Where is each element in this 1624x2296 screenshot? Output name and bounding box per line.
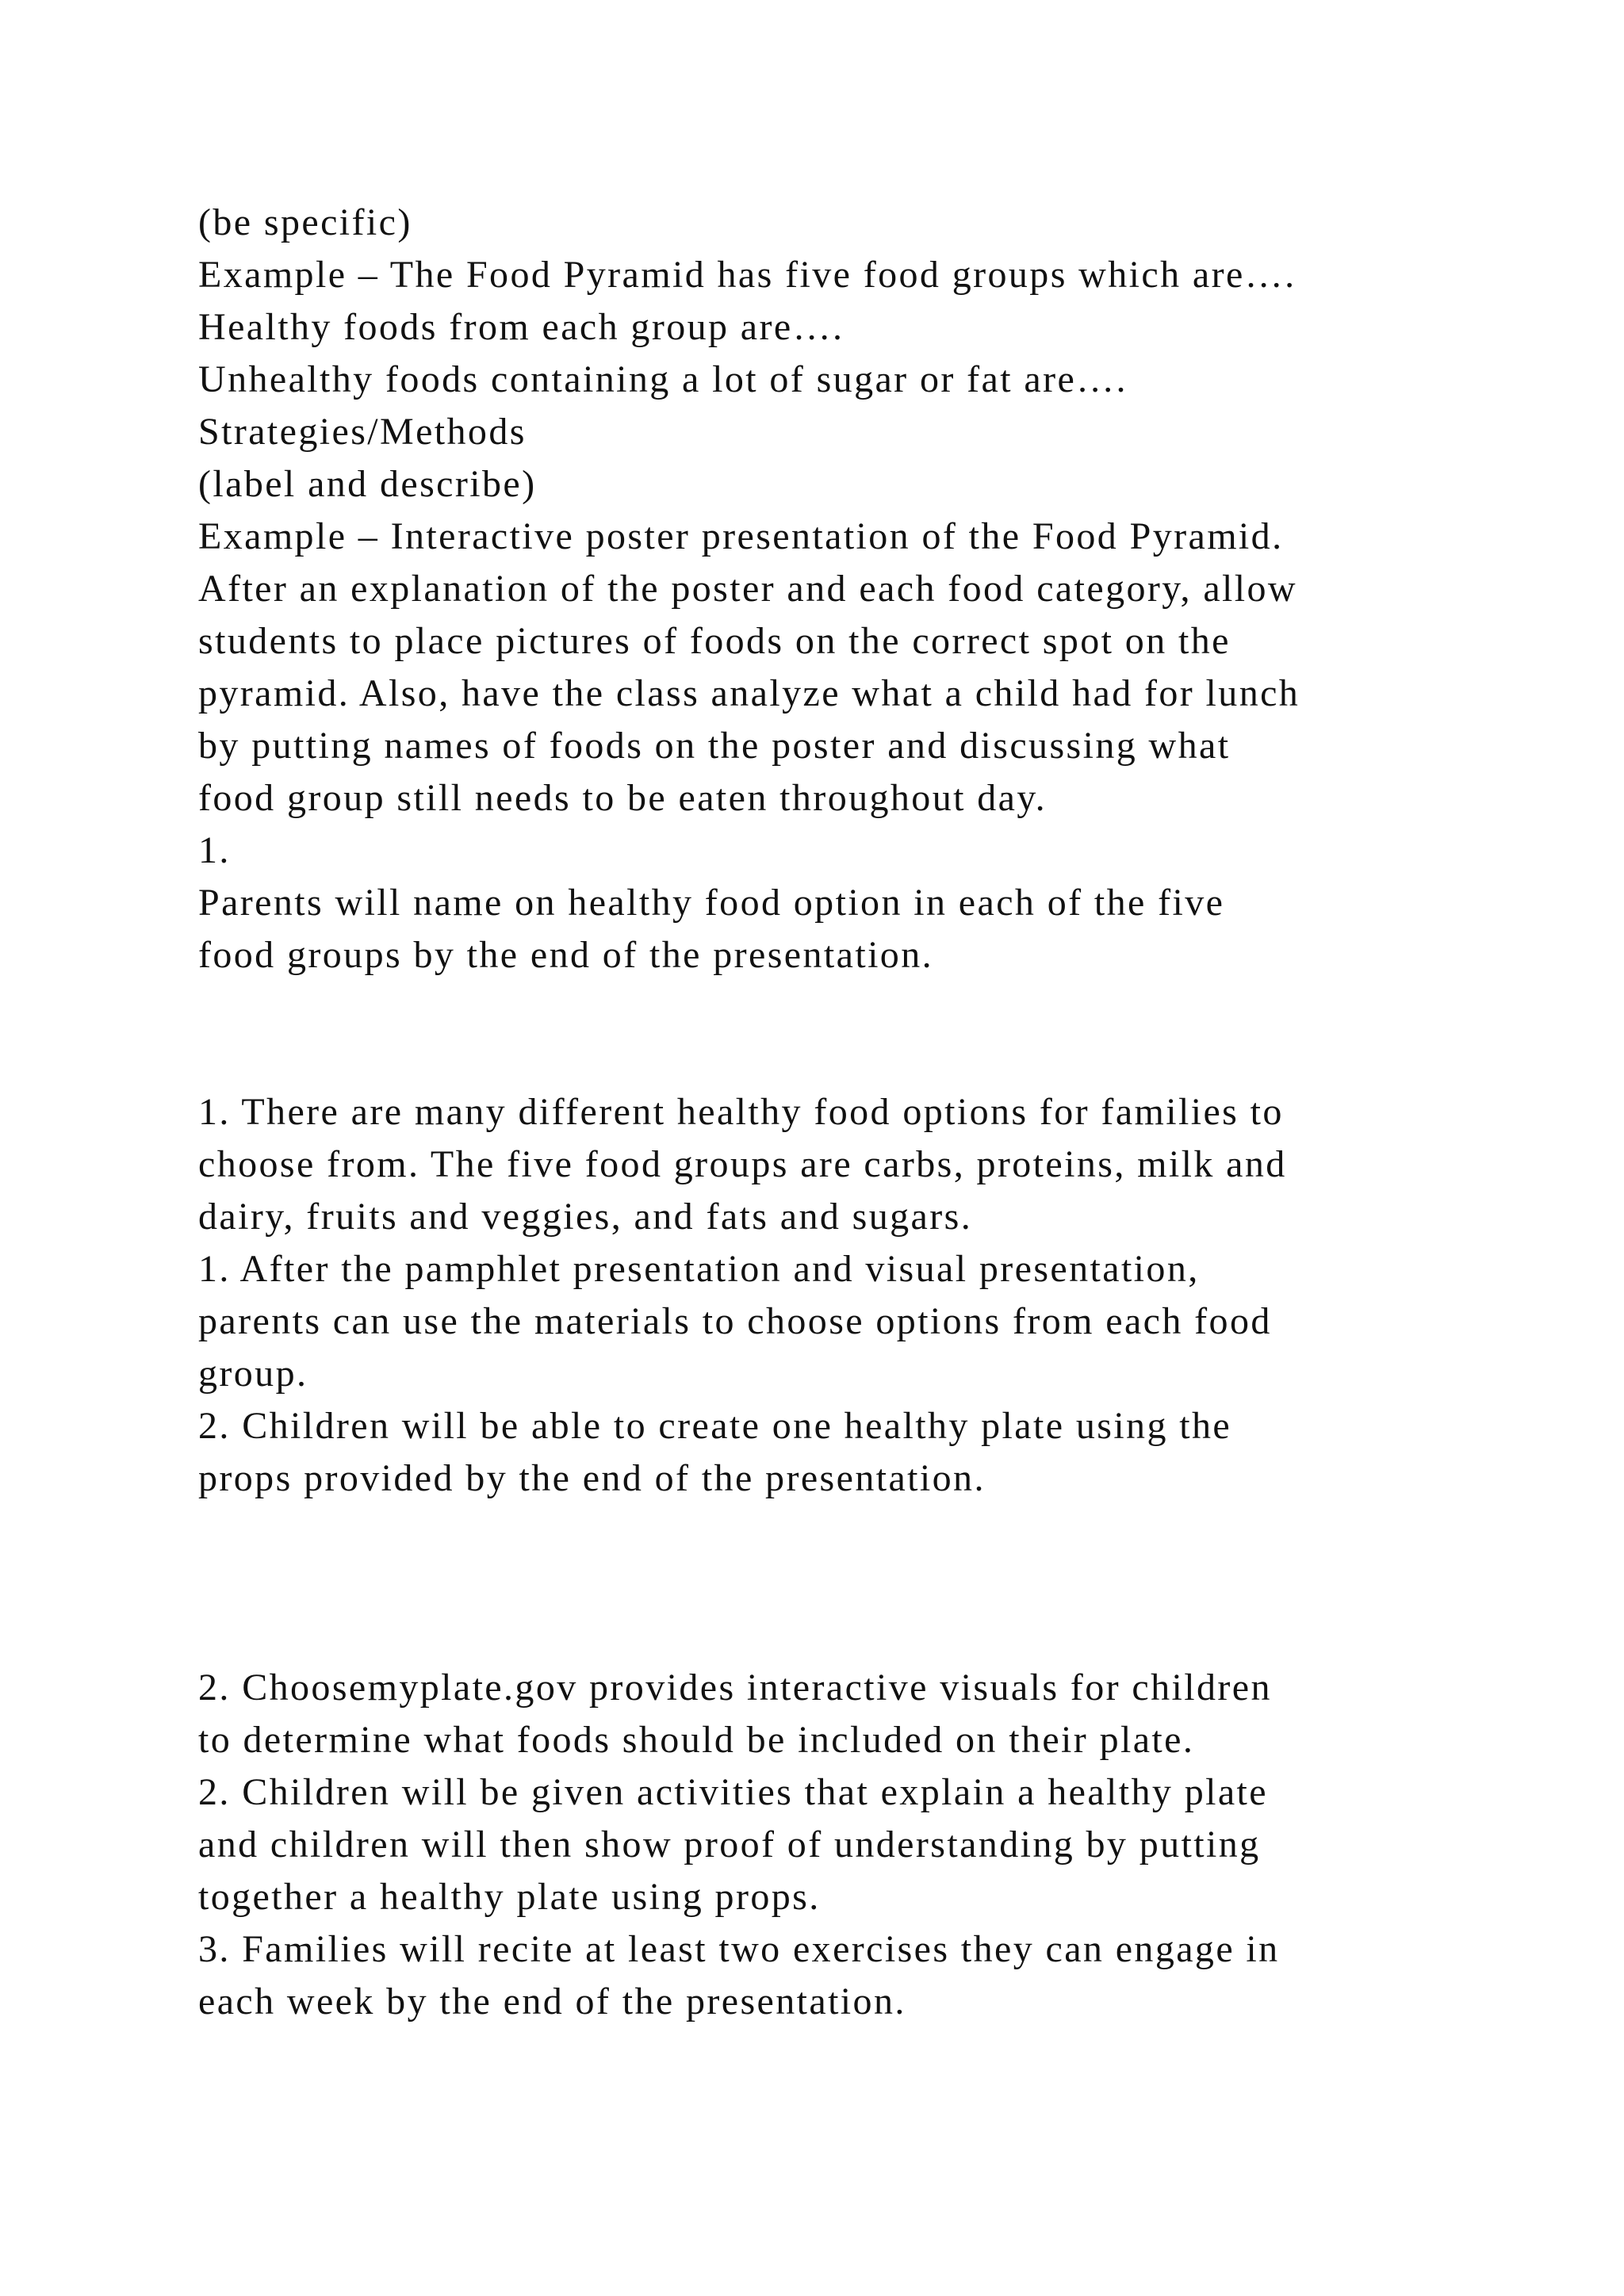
text-line: After an explanation of the poster and each food category, allow [198,568,1297,610]
text-line: by putting names of foods on the poster and discussing what [198,725,1231,767]
text-line: food group still needs to be eaten throughout day. [198,777,1048,819]
text-line: (be specific) [198,201,412,243]
text-line: pyramid. Also, have the class analyze what a child had for lunch [198,672,1300,714]
text-line: 3. Families will recite at least two exercises they can engage in [198,1928,1280,1970]
text-line: together a healthy plate using props. [198,1876,821,1918]
paragraph-spacer [198,982,1483,1086]
text-line: Example – The Food Pyramid has five food groups which are…. [198,254,1297,296]
text-line: choose from. The five food groups are carbs, proteins, milk and [198,1143,1287,1185]
document-page [198,197,1483,2028]
text-line: props provided by the end of the presentation. [198,1457,986,1499]
text-block-resources [198,1662,1483,2028]
text-line: group. [198,1353,308,1395]
paragraph-spacer [198,1505,1483,1662]
text-line: 1. After the pamphlet presentation and visual presentation, [198,1248,1200,1290]
text-line: Parents will name on healthy food option in each of the five [198,882,1225,924]
text-line: Example – Interactive poster presentation of the Food Pyramid. [198,515,1284,557]
text-line: Healthy foods from each group are…. [198,306,845,348]
text-line: 2. Children will be given activities that explain a healthy plate [198,1771,1268,1813]
text-block-content [198,1086,1483,1505]
text-line: each week by the end of the presentation. [198,1980,906,2022]
text-line: students to place pictures of foods on the correct spot on the [198,620,1231,662]
text-line: dairy, fruits and veggies, and fats and sugars. [198,1196,973,1238]
text-line: Unhealthy foods containing a lot of sugar or fat are…. [198,358,1128,400]
text-line: (label and describe) [198,463,537,505]
text-line: parents can use the materials to choose options from each food [198,1300,1272,1342]
text-line: 2. Children will be able to create one healthy plate using the [198,1405,1232,1447]
text-line: 2. Choosemyplate.gov provides interactive visuals for children [198,1667,1272,1709]
text-line: food groups by the end of the presentation. [198,934,934,976]
text-line: 1. [198,829,231,871]
text-block-objectives [198,197,1483,982]
text-line: to determine what foods should be included on their plate. [198,1719,1195,1761]
text-line: 1. There are many different healthy food options for families to [198,1091,1284,1133]
text-line: and children will then show proof of understanding by putting [198,1823,1261,1866]
text-line: Strategies/Methods [198,411,527,453]
